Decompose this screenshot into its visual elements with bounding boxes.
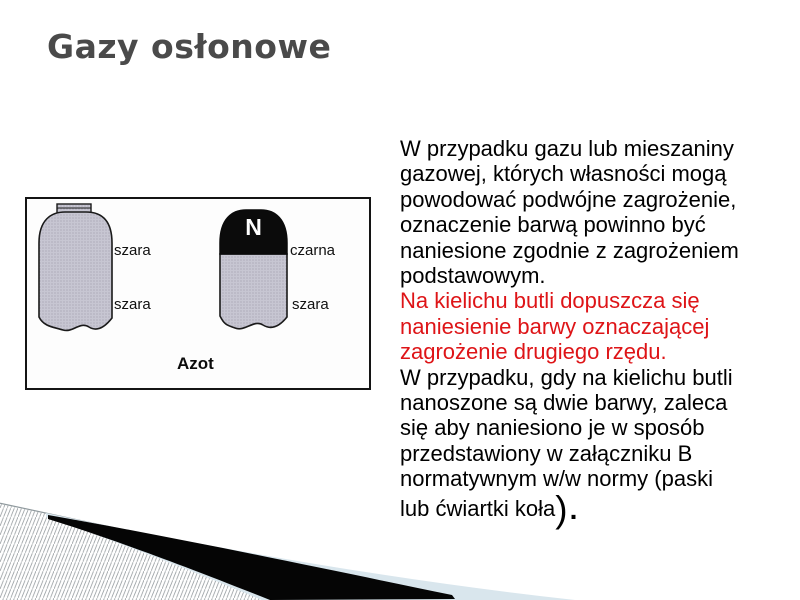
text-line: naniesienie barwy oznaczającej [400, 313, 710, 339]
bold-final-period: . [569, 493, 578, 525]
text-line: W przypadku gazu lub mieszaniny [400, 136, 734, 161]
label-czarna-right-top: czarna [290, 242, 336, 259]
text-line: powodować podwójne zagrożenie, [400, 186, 737, 212]
figure-caption: Azot [177, 354, 214, 373]
text-line: przedstawiony w załączniku B [400, 440, 693, 466]
paragraph-secondary-hazard-red [400, 288, 772, 364]
paragraph-basic-marking [400, 136, 772, 288]
text-line: naniesione zgodnie z zagrożeniem [400, 237, 739, 263]
left-cylinder-body [39, 212, 112, 330]
text-line: oznaczenie barwą powinno być [400, 212, 706, 238]
label-szara-right-bottom: szara [292, 296, 329, 313]
cylinder-cap-letter: N [245, 214, 262, 240]
text-line: W przypadku, gdy na kielichu butli [400, 364, 733, 390]
large-closing-paren: ) [555, 488, 568, 530]
text-line: zagrożenie drugiego rzędu. [400, 339, 667, 365]
text-fragment: lub ćwiartki koła [400, 495, 556, 521]
right-cylinder-body [220, 254, 287, 329]
text-line: podstawowym. [400, 263, 546, 289]
text-line: nanoszone są dwie barwy, zaleca [400, 390, 728, 416]
body-text-column [400, 136, 772, 530]
slide-title: Gazy osłonowe [47, 27, 332, 66]
cylinder-figure [25, 197, 371, 390]
text-line: Na kielichu butli dopuszcza się [400, 288, 700, 314]
label-szara-left-bottom: szara [114, 296, 151, 313]
text-line: gazowej, których własności mogą [400, 161, 727, 187]
label-szara-left-top: szara [114, 242, 151, 259]
text-line: normatywnym w/w normy (paski [400, 466, 713, 492]
bottom-left-decoration [0, 490, 800, 600]
text-line: się aby naniesiono je w sposób [400, 415, 705, 441]
